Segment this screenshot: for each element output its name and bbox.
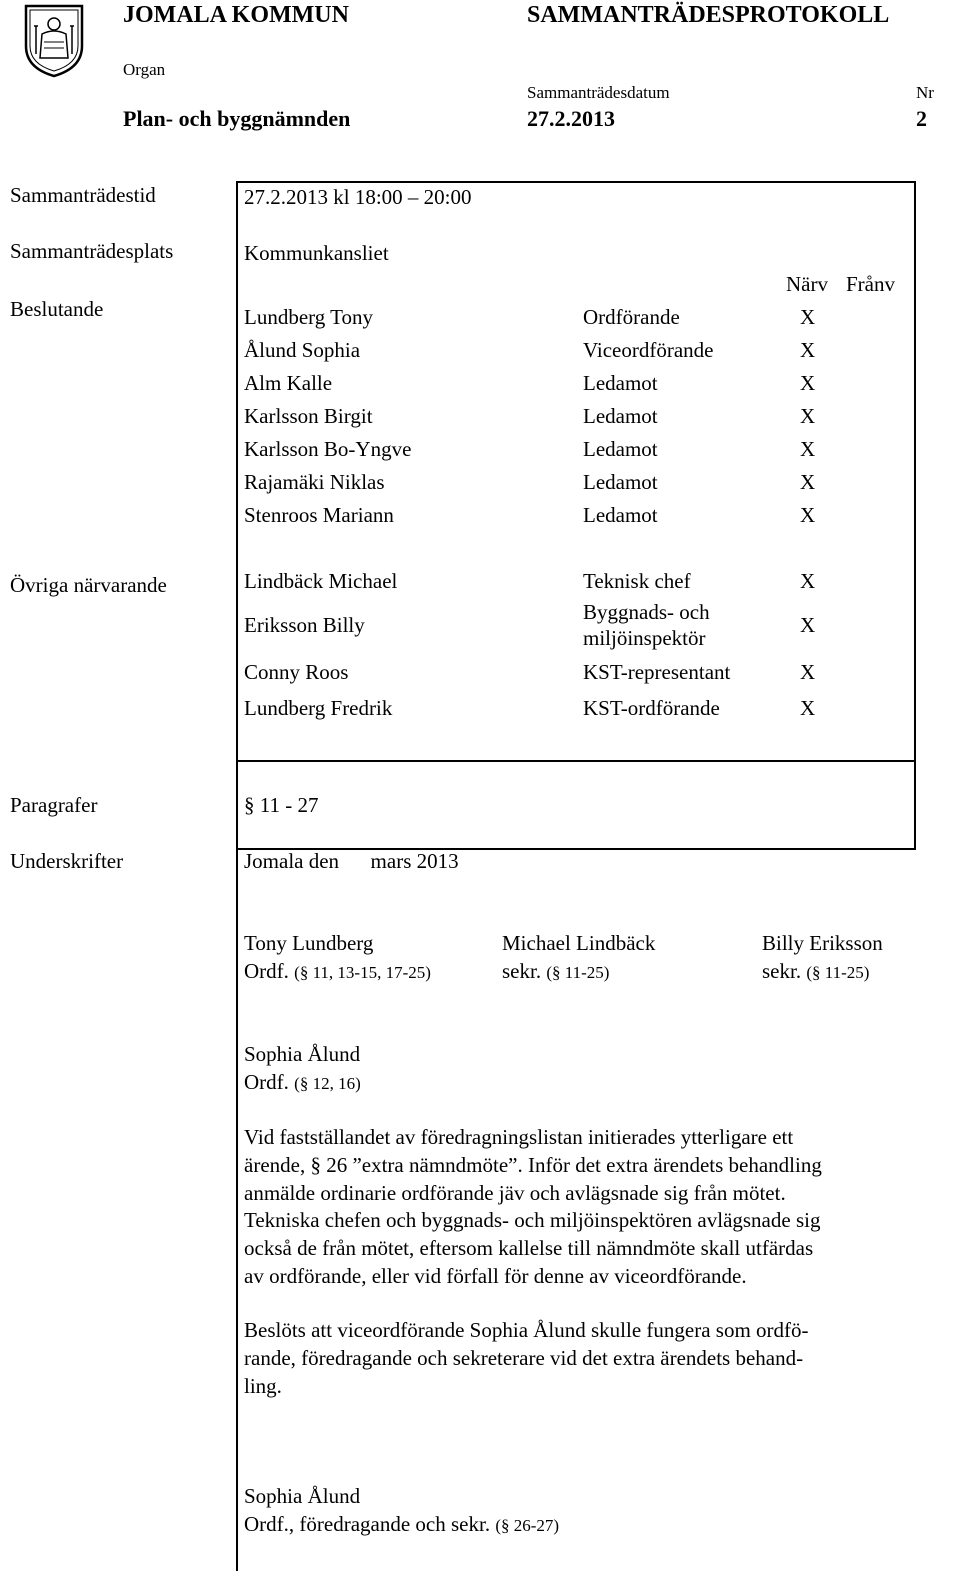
organ-name: Plan- och byggnämnden	[123, 106, 351, 131]
present-column-header: Närv	[786, 272, 828, 296]
meeting-date: 27.2.2013	[527, 106, 615, 131]
others-present-label: Övriga närvarande	[10, 573, 167, 597]
signatures-label: Underskrifter	[10, 849, 124, 873]
paragraphs-label: Paragrafer	[10, 793, 98, 817]
meeting-time-label: Sammanträdestid	[10, 183, 156, 207]
deciding-label: Beslutande	[10, 297, 104, 321]
municipality-crest-icon	[22, 2, 86, 78]
paragraphs-value: § 11 - 27	[244, 793, 319, 817]
municipality-name: JOMALA KOMMUN	[123, 2, 349, 28]
absent-column-header: Frånv	[846, 272, 895, 296]
meeting-place-label: Sammanträdesplats	[10, 239, 174, 263]
meeting-time: 27.2.2013 kl 18:00 – 20:00	[244, 185, 472, 209]
document-type: SAMMANTRÄDESPROTOKOLL	[527, 2, 890, 28]
date-label: Sammanträdesdatum	[527, 83, 670, 102]
signature-place-date: Jomala den mars 2013	[244, 849, 459, 873]
protocol-number: 2	[916, 106, 927, 131]
organ-label: Organ	[123, 60, 166, 79]
meeting-place: Kommunkansliet	[244, 241, 389, 265]
nr-label: Nr	[916, 83, 934, 102]
